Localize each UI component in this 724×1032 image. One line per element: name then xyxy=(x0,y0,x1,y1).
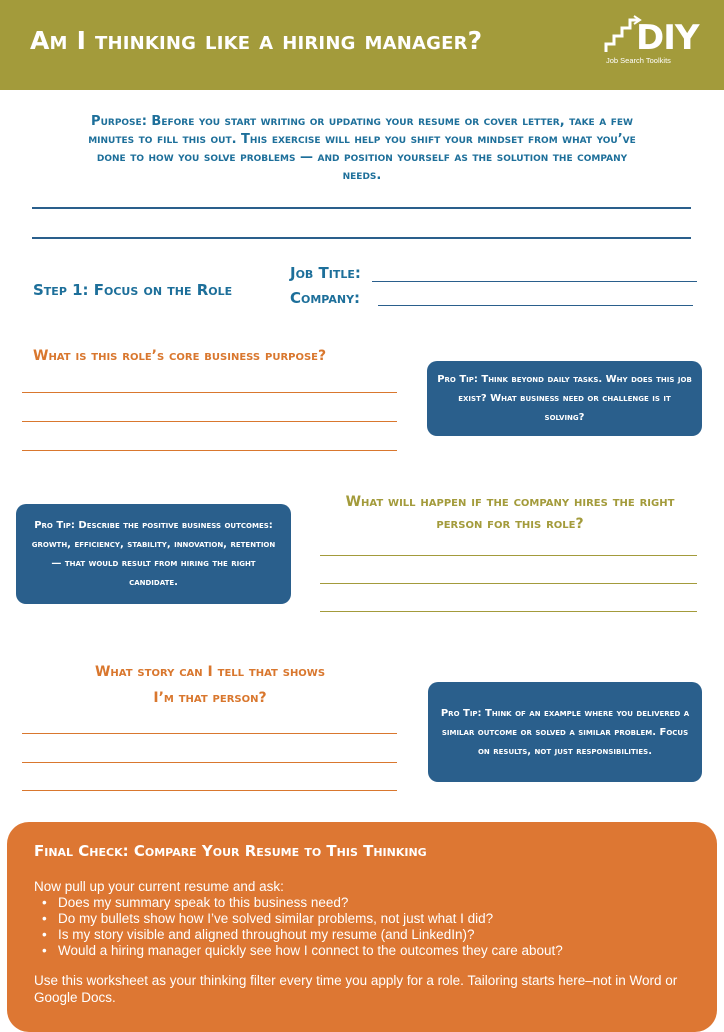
answer-line[interactable] xyxy=(22,450,397,451)
page-title: Am I thinking like a hiring manager? xyxy=(30,26,483,55)
step1-heading: Step 1: Focus on the Role xyxy=(33,281,233,299)
answer-line[interactable] xyxy=(22,733,397,734)
diy-logo xyxy=(604,14,704,74)
question-right-hire xyxy=(300,491,720,535)
checklist-item: • Do my bullets show how I’ve solved similar problems, not just what I did? xyxy=(34,911,563,927)
final-check-panel xyxy=(7,822,717,1032)
pro-tip-box: Pro Tip: Think of an example where you delivered a similar outcome or solved a similar problem. Focus on results, not just responsibilities. xyxy=(428,682,702,782)
company-field[interactable] xyxy=(378,305,693,306)
question-line: What will happen if the company hires the right xyxy=(345,494,675,510)
answer-line[interactable] xyxy=(320,555,697,556)
answer-line[interactable] xyxy=(32,207,691,209)
question-core-purpose: What is this role’s core business purpose? xyxy=(33,348,327,364)
logo-text: DIY xyxy=(636,18,699,58)
answer-line[interactable] xyxy=(22,392,397,393)
final-check-heading: Final Check: Compare Your Resume to This Thinking xyxy=(34,842,427,860)
purpose-text: Purpose: Before you start writing or updating your resume or cover letter, take a few minutes to fill this out. This exercise will help you shift your mindset from what you’ve done to how you solve problems — and position yourself as the solution the company needs. xyxy=(88,114,636,183)
final-check-intro: Now pull up your current resume and ask: xyxy=(34,879,284,894)
question-line: person for this role? xyxy=(436,516,584,532)
answer-line[interactable] xyxy=(320,583,697,584)
job-title-field[interactable] xyxy=(372,281,697,282)
pro-tip-box: Pro Tip: Describe the positive business outcomes: growth, efficiency, stability, innovation, retention — that would result from hiring the right candidate. xyxy=(16,504,291,604)
question-line: I’m that person? xyxy=(153,690,267,706)
answer-line[interactable] xyxy=(320,611,697,612)
question-story xyxy=(45,659,375,711)
company-label: Company: xyxy=(290,289,361,307)
answer-line[interactable] xyxy=(22,762,397,763)
question-line: What story can I tell that shows xyxy=(94,664,326,680)
answer-line[interactable] xyxy=(22,790,397,791)
logo-subtitle: Job Search Toolkits xyxy=(606,56,671,65)
checklist xyxy=(34,895,563,959)
header-banner xyxy=(0,0,724,90)
answer-line[interactable] xyxy=(22,421,397,422)
final-check-closing: Use this worksheet as your thinking filter every time you apply for a role. Tailoring starts here–not in Word or Google Docs. xyxy=(34,973,678,1005)
job-title-label: Job Title: xyxy=(290,264,361,282)
checklist-item: • Does my summary speak to this business need? xyxy=(34,895,563,911)
answer-line[interactable] xyxy=(32,237,691,239)
pro-tip-box: Pro Tip: Think beyond daily tasks. Why does this job exist? What business need or challenge is it solving? xyxy=(427,361,702,436)
checklist-item: • Would a hiring manager quickly see how I connect to the outcomes they care about? xyxy=(34,943,563,959)
checklist-item: • Is my story visible and aligned throughout my resume (and LinkedIn)? xyxy=(34,927,563,943)
